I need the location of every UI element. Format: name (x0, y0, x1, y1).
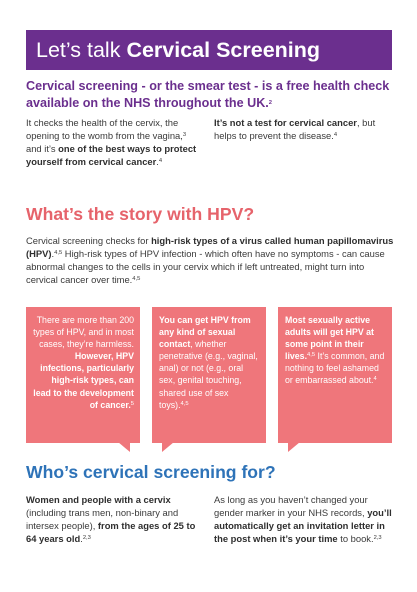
who-heading: Who’s cervical screening for? (26, 462, 276, 482)
hpv-fact-bubble-2: You can get HPV from any kind of sexual contact, whether penetrative (e.g., vaginal, anal) or not (e.g., oral sex, genital touching, shared use of sex toys).$^{4,5}$ (152, 307, 266, 443)
banner-title: Let’s talk Cervical Screening (36, 38, 321, 62)
intro-left-paragraph: It checks the health of the cervix, the opening to the womb from the vagina,$^3$ and it’s one of the best ways to protect yourself from cervical cancer.$^4$ (26, 117, 197, 167)
banner-title-strong: Cervical Screening (126, 38, 321, 62)
hpv-paragraph: Cervical screening checks for high-risk types of a virus called human papillomavirus (HPV).$^{4,5}$ High-risk types of HPV infection - which often have no symptoms - can cause abnormal changes to the cells in your cervix which if left untreated, might turn into cervical cancer over time.$^{4,5}$ (26, 235, 394, 285)
intro-right-paragraph: It’s not a test for cervical cancer, but helps to prevent the disease.$^4$ (214, 117, 376, 141)
hpv-fact-bubble-1: There are more than 200 types of HPV, and in most cases, they’re harmless. However, HPV infections, particularly high-risk types, can lead to the development of cancer.$^5$ (26, 307, 140, 443)
who-left-paragraph: Women and people with a cervix (including trans men, non-binary and intersex people), from the ages of 25 to 64 years old.$^{2,3}$ (26, 494, 196, 544)
who-right-paragraph: As long as you haven’t changed your gender marker in your NHS records, you’ll automatically get an invitation letter in the post when it’s your time to book.$^{2,3}$ (214, 494, 392, 544)
hpv-fact-bubble-3: Most sexually active adults will get HPV at some point in their lives.$^{4,5}$ It’s common, and nothing to feel ashamed or embarrassed about.$^4$ (278, 307, 392, 443)
hpv-heading: What’s the story with HPV? (26, 204, 255, 224)
lead-paragraph: Cervical screening - or the smear test - is a free health check available on the NHS throughout the UK.$^2$ (26, 79, 390, 110)
title-banner (26, 30, 392, 70)
